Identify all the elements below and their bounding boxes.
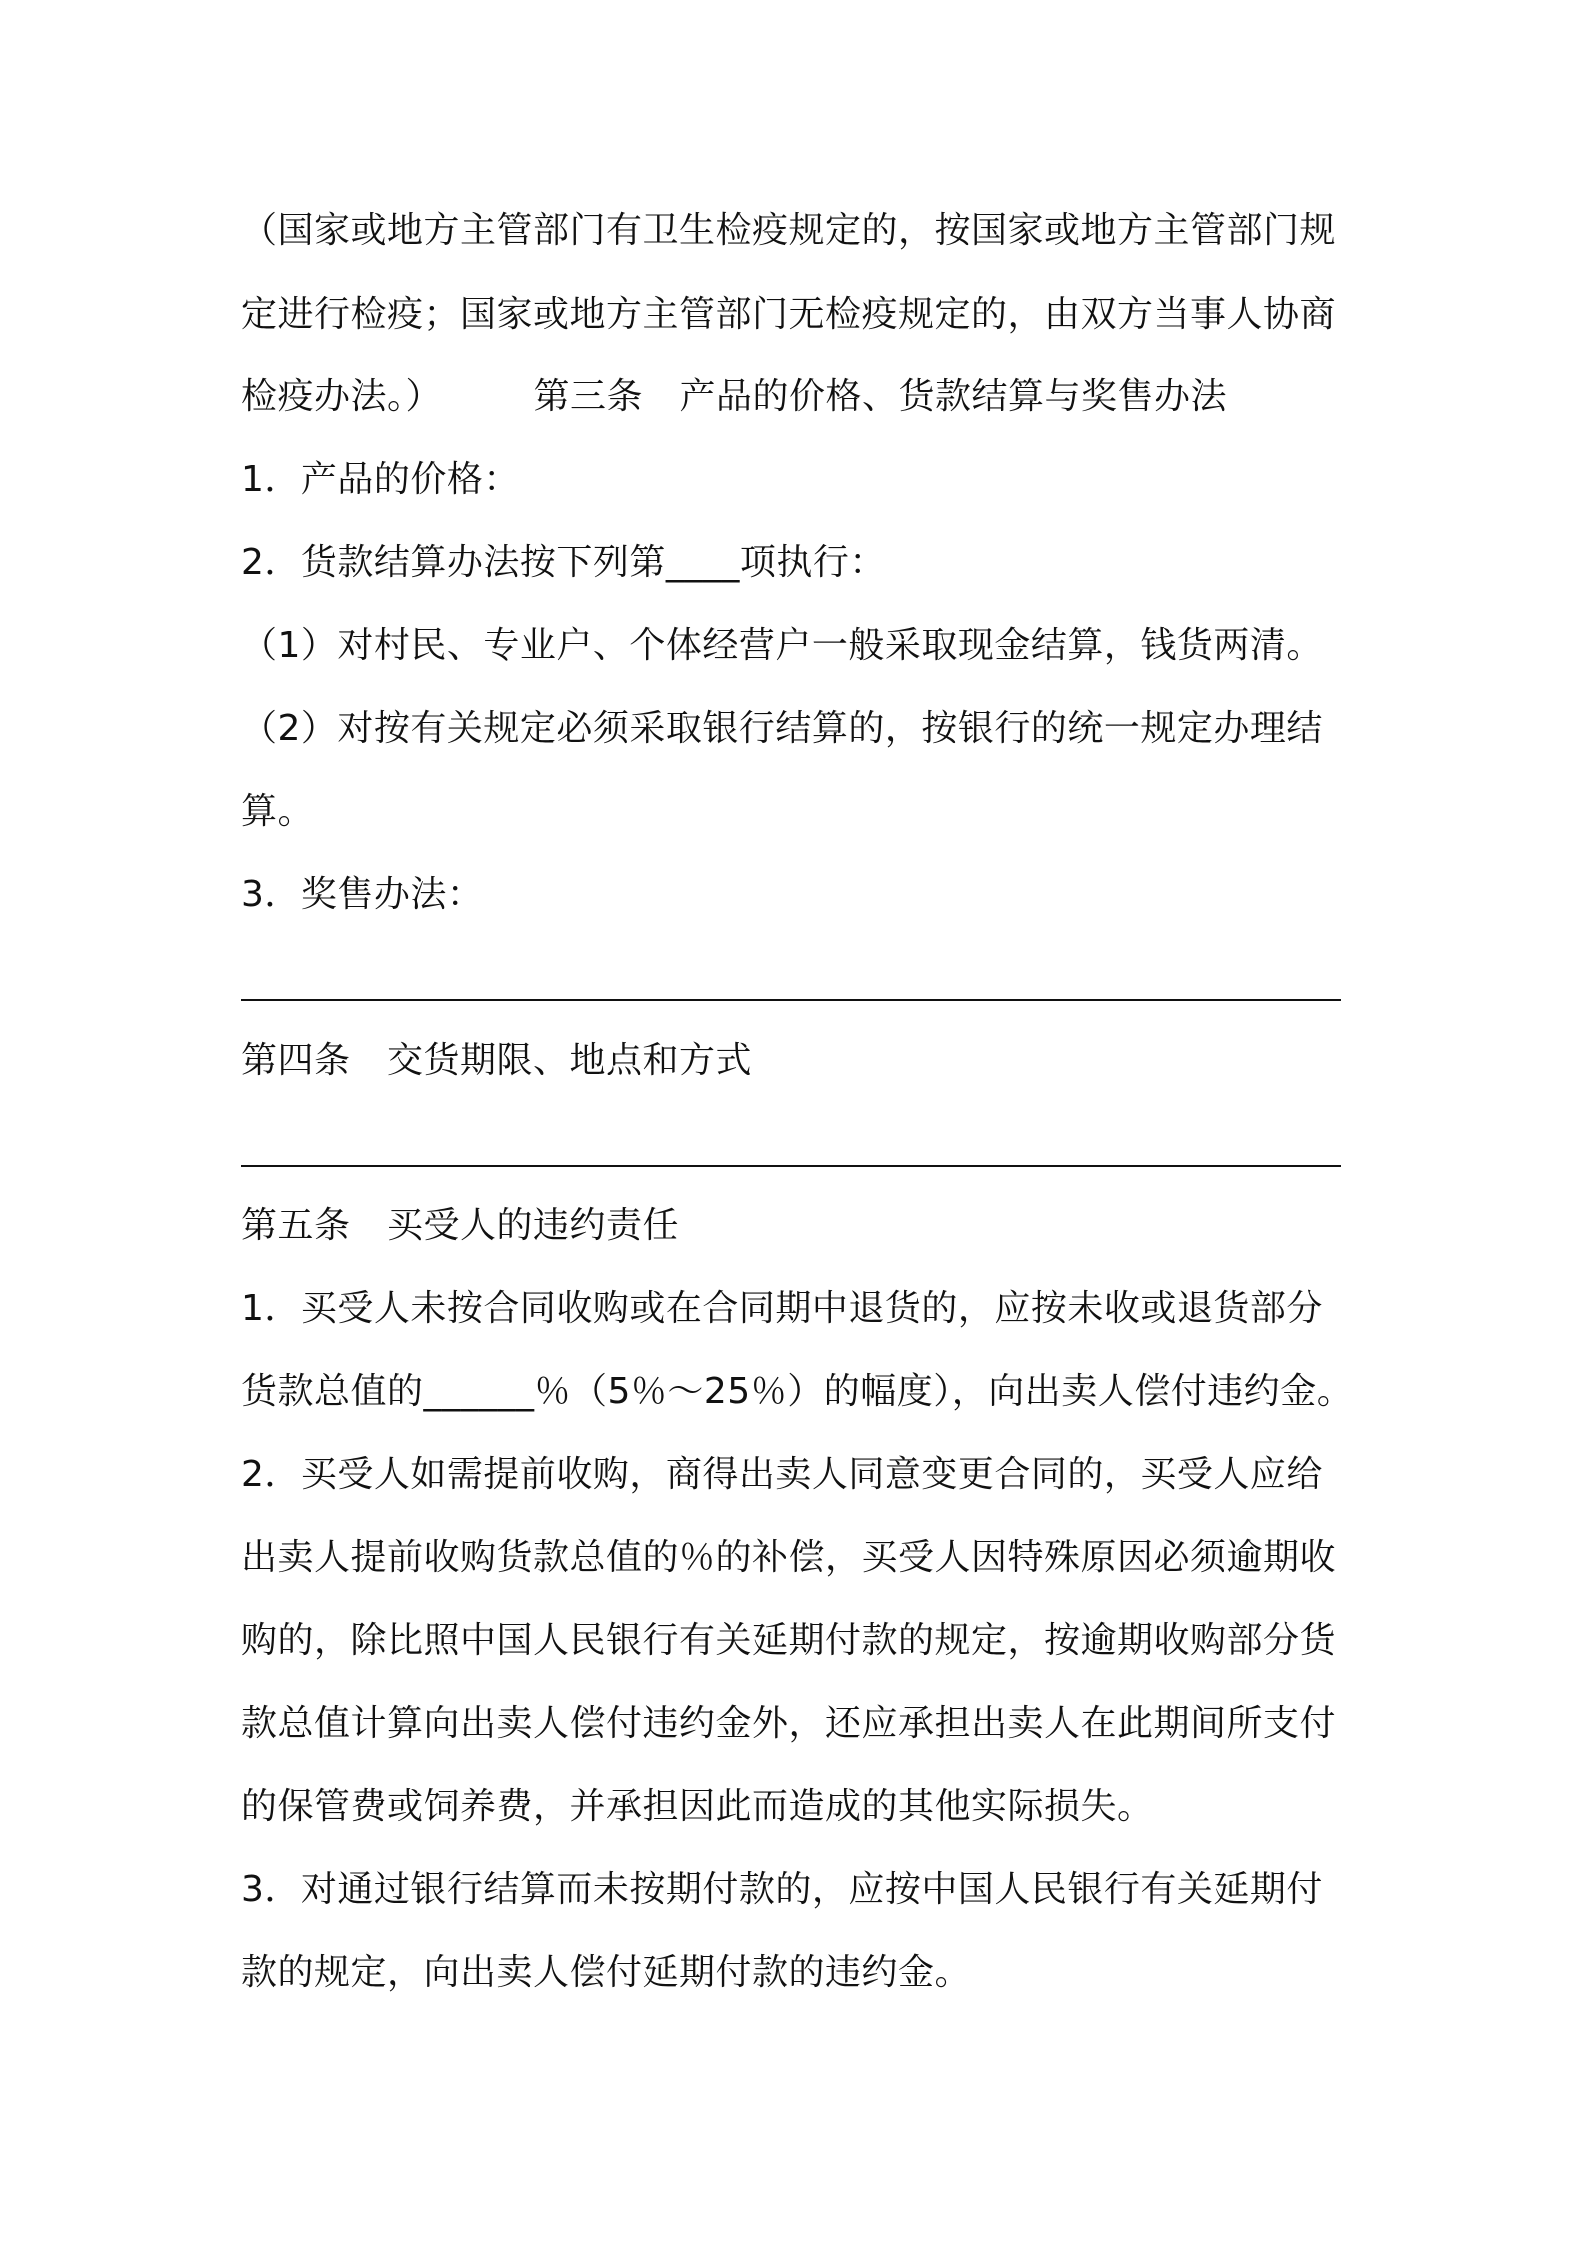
list-item: 2．货款结算办法按下列第____项执行：	[241, 542, 886, 583]
paragraph-line: 的保管费或饲养费，并承担因此而造成的其他实际损失。	[241, 1786, 1154, 1827]
paragraph-line: 货款总值的______％（5％～25％）的幅度），向出卖人偿付违约金。	[241, 1371, 1354, 1412]
paragraph-line: 定进行检疫；国家或地方主管部门无检疫规定的，由双方当事人协商	[241, 294, 1337, 335]
blank-fill-line	[241, 999, 1341, 1001]
paragraph-line: 出卖人提前收购货款总值的％的补偿，买受人因特殊原因必须逾期收	[241, 1537, 1337, 1578]
list-item: 3．奖售办法：	[241, 874, 484, 915]
blank-fill-line	[241, 1165, 1341, 1167]
list-item: （1）对村民、专业户、个体经营户一般采取现金结算，钱货两清。	[241, 625, 1323, 666]
list-item: （2）对按有关规定必须采取银行结算的，按银行的统一规定办理结	[241, 708, 1323, 749]
list-item: 1．产品的价格：	[241, 459, 520, 500]
section-heading: 第五条 买受人的违约责任	[241, 1205, 680, 1246]
paragraph-line: （国家或地方主管部门有卫生检疫规定的，按国家或地方主管部门规	[241, 210, 1337, 251]
paragraph-line: 款的规定，向出卖人偿付延期付款的违约金。	[241, 1952, 972, 1993]
paragraph-line: 算。	[241, 791, 315, 832]
paragraph-line: 检疫办法。） 第三条 产品的价格、货款结算与奖售办法	[241, 376, 1228, 417]
list-item: 2．买受人如需提前收购，商得出卖人同意变更合同的，买受人应给	[241, 1454, 1323, 1495]
section-heading: 第四条 交货期限、地点和方式	[241, 1040, 753, 1081]
paragraph-line: 购的，除比照中国人民银行有关延期付款的规定，按逾期收购部分货	[241, 1620, 1337, 1661]
list-item: 3．对通过银行结算而未按期付款的，应按中国人民银行有关延期付	[241, 1869, 1323, 1910]
list-item: 1．买受人未按合同收购或在合同期中退货的，应按未收或退货部分	[241, 1288, 1323, 1329]
paragraph-line: 款总值计算向出卖人偿付违约金外，还应承担出卖人在此期间所支付	[241, 1703, 1337, 1744]
